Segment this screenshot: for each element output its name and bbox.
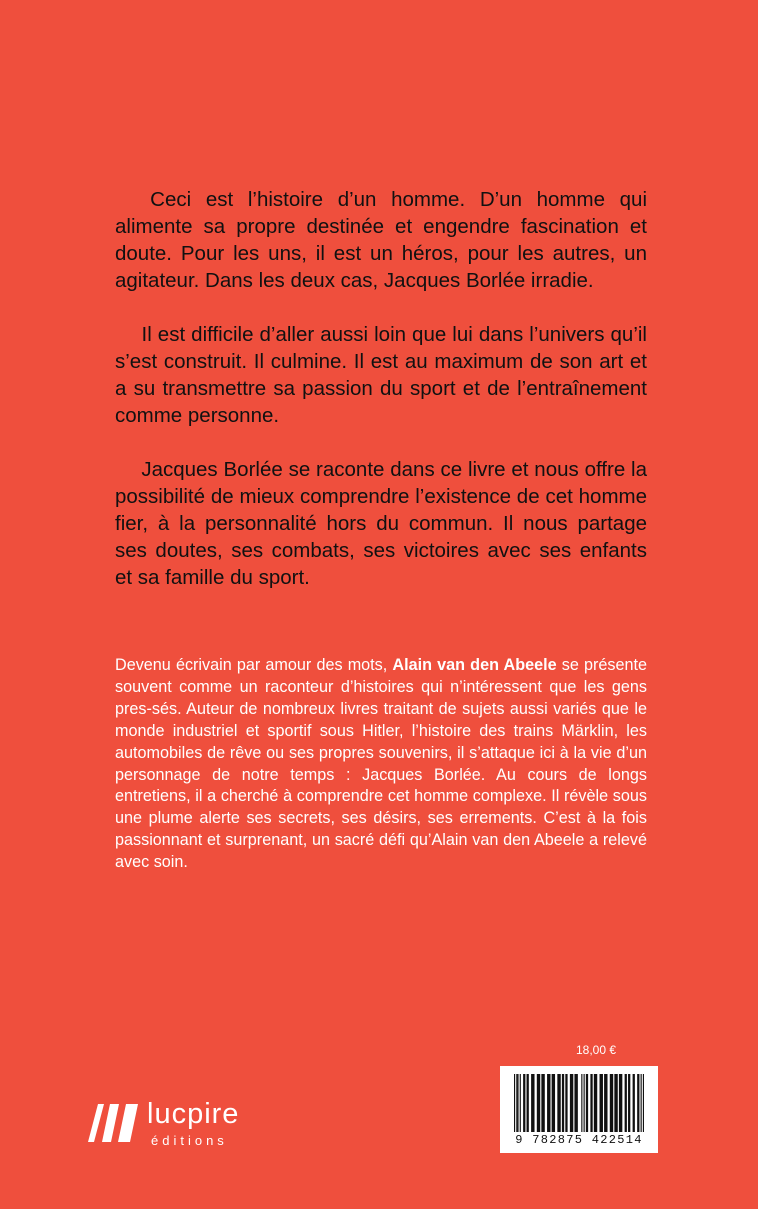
barcode-bar <box>643 1074 644 1132</box>
barcode-bar <box>574 1074 577 1132</box>
barcode-bar <box>552 1074 555 1132</box>
barcode-bar <box>517 1074 518 1132</box>
price-label: 18,00 € <box>576 1043 617 1057</box>
barcode-bar <box>527 1074 529 1132</box>
barcode-bar <box>619 1074 622 1132</box>
isbn-number: 9 782875 422514 <box>515 1133 643 1147</box>
barcode-bar <box>614 1074 617 1132</box>
barcode-bar <box>637 1074 639 1132</box>
barcode-bar <box>570 1074 573 1132</box>
synopsis-paragraph-3: Jacques Borlée se raconte dans ce livre et nous offre la possibilité de mieux comprendre l’existence de cet homme fier, à la personnalité hors du commun. Il nous partage ses doutes, ses combats, ses victoires avec ses enfants et sa famille du sport. <box>115 458 647 589</box>
barcode-bar <box>565 1074 567 1132</box>
barcode-bar <box>562 1074 564 1132</box>
barcode-bar <box>541 1074 544 1132</box>
barcode-bar <box>523 1074 525 1132</box>
publisher-name: lucpire <box>147 1098 240 1130</box>
barcode-bar <box>531 1074 534 1132</box>
barcode-bar <box>557 1074 560 1132</box>
synopsis <box>115 186 647 618</box>
synopsis-paragraph-1: Ceci est l’histoire d’un homme. D’un homme qui alimente sa propre destinée et engendre fascination et doute. Pour les uns, il est un héros, pour les autres, un agitateur. Dans les deux cas, Jacques Borlée irradie. <box>115 188 648 292</box>
barcode-bar <box>586 1074 588 1132</box>
barcode-bar <box>628 1074 630 1132</box>
barcode-bar <box>514 1074 515 1132</box>
synopsis-paragraph-2: Il est difficile d’aller aussi loin que lui dans l’univers qu’il s’est construit. Il culmine. Il est au maximum de son art et a su transmettre sa passion du sport et de l’entraînement comme personne. <box>115 323 647 427</box>
publisher-subtitle: éditions <box>151 1133 228 1148</box>
publisher-mark-icon <box>85 1100 141 1144</box>
barcode-bar <box>641 1074 642 1132</box>
barcode-bars <box>510 1074 648 1134</box>
barcode-bar <box>625 1074 627 1132</box>
author-bio-intro: Devenu écrivain par amour des mots, <box>115 656 393 674</box>
author-bio-text: se présente souvent comme un raconteur d’histoires qui n’intéressent que les gens pres-sés. Auteur de nombreux livres traitant de sujets aussi variés que le monde industriel et sportif sous Hitler, l’histoire des trains Märklin, les automobiles de rêve ou ses propres souvenirs, il s’attaque ici à la vie d’un personnage de notre temps : Jacques Borlée. Au cours de longs entretiens, il a cherché à comprendre cet homme complexe. Il révèle sous une plume alerte ses secrets, ses désirs, ses errements. C’est à la fois passionnant et surprenant, un sacré défi qu’Alain van den Abeele a relevé avec soin. <box>115 656 647 872</box>
author-bio <box>115 655 647 874</box>
barcode-bar <box>520 1074 521 1132</box>
barcode-bar <box>537 1074 540 1132</box>
barcode-bar <box>547 1074 550 1132</box>
barcode-bar <box>581 1074 582 1132</box>
barcode-bar <box>584 1074 585 1132</box>
barcode-bar <box>590 1074 592 1132</box>
barcode-bar <box>633 1074 635 1132</box>
barcode-bar <box>600 1074 603 1132</box>
barcode <box>500 1066 658 1153</box>
barcode-bar <box>604 1074 607 1132</box>
barcode-bar <box>594 1074 597 1132</box>
barcode-bar <box>610 1074 613 1132</box>
barcode-bar <box>516 1074 517 1132</box>
author-name: Alain van den Abeele <box>392 656 557 674</box>
